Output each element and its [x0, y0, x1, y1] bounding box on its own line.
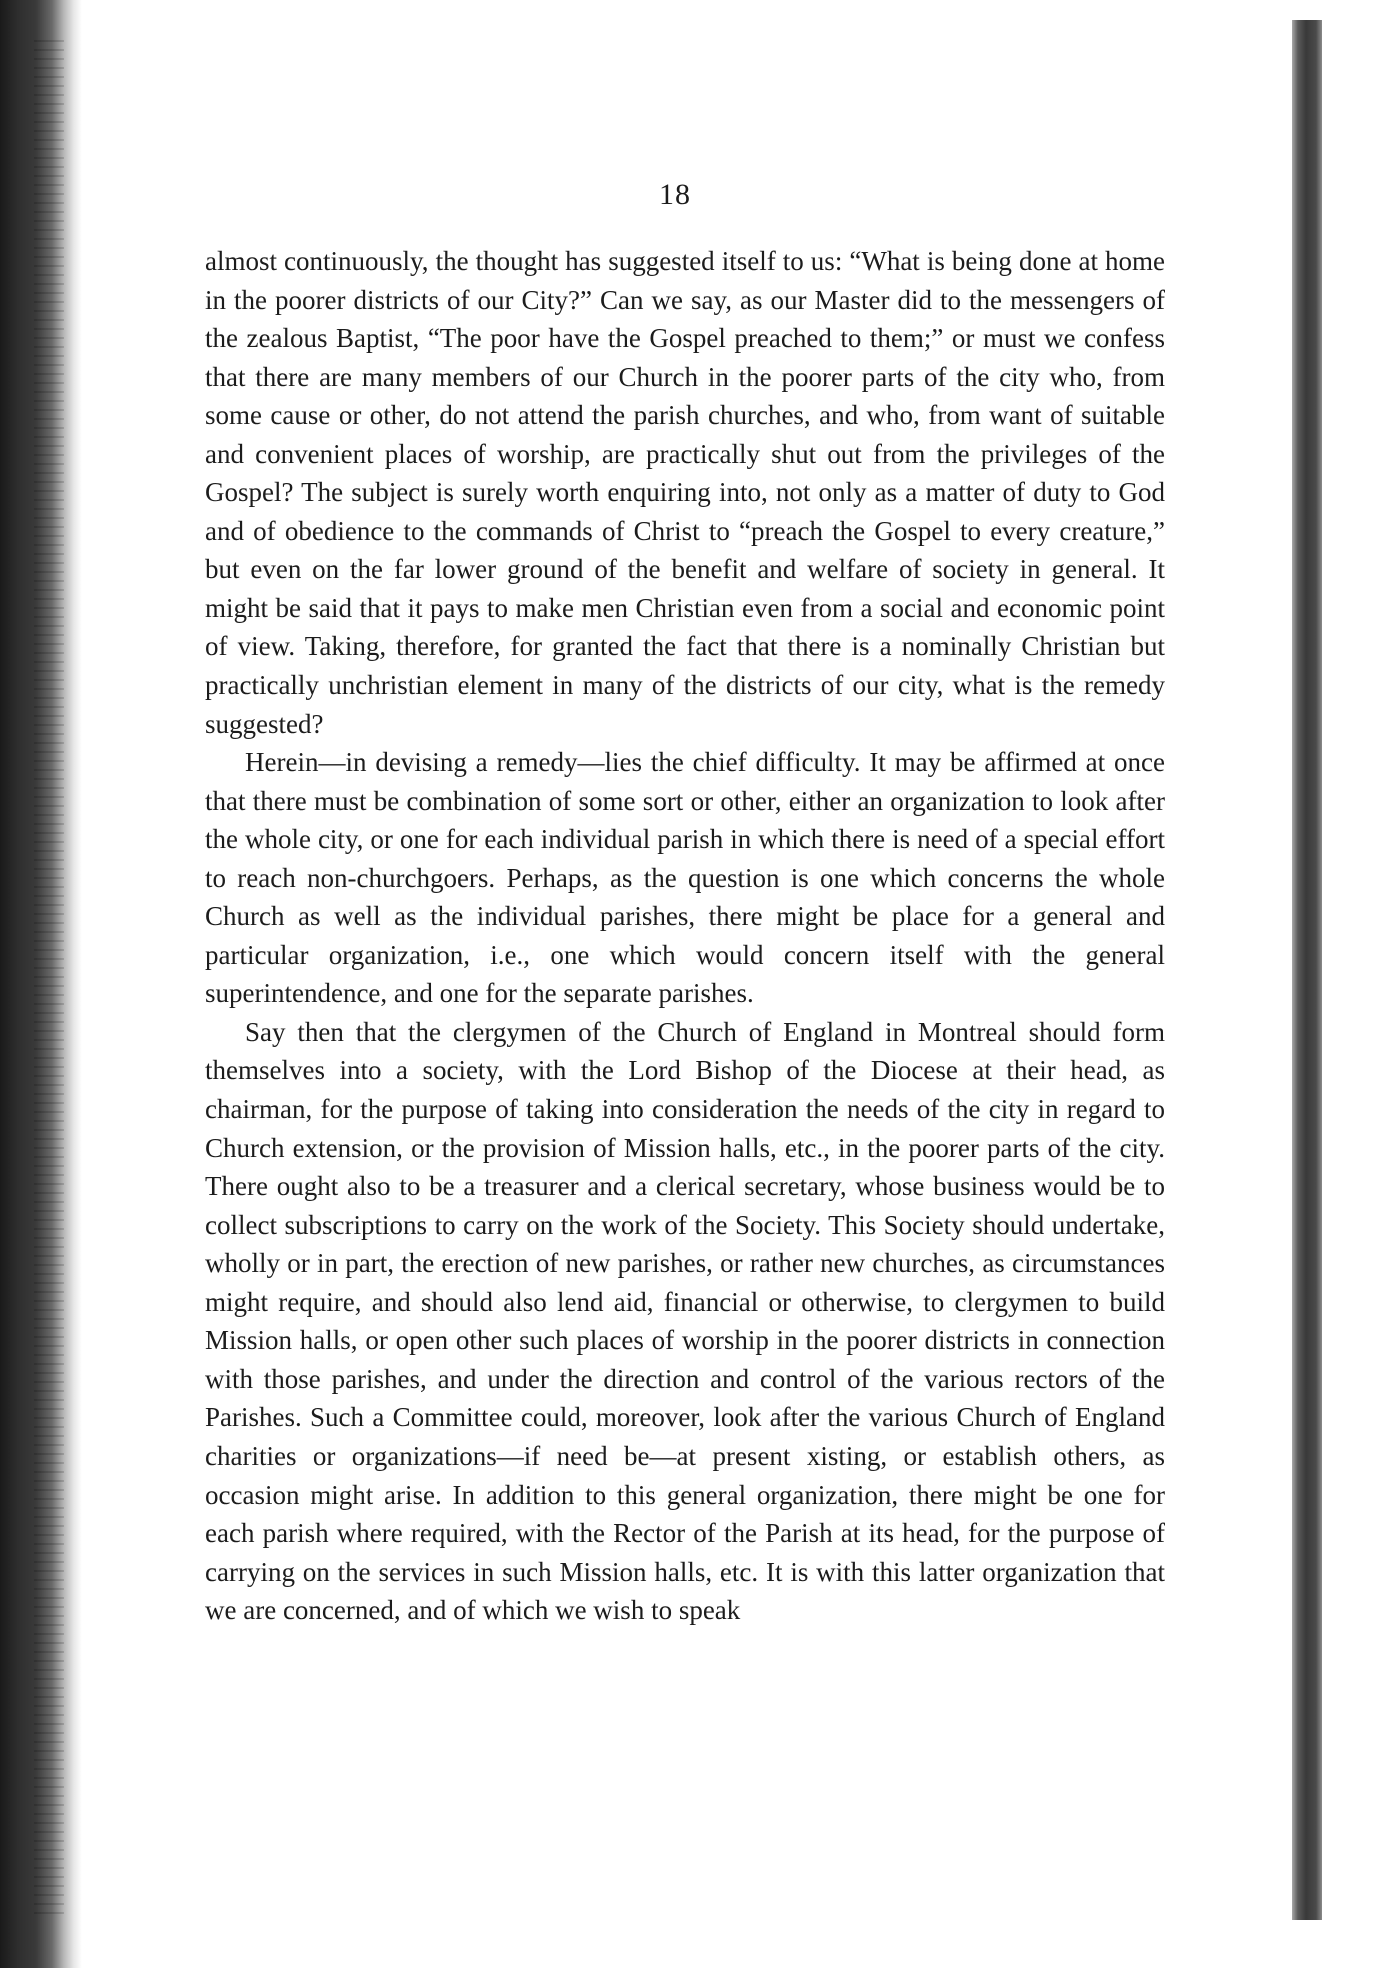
cover-board [1292, 20, 1322, 1920]
body-text [205, 242, 1165, 1630]
page-edges [34, 40, 64, 1920]
book-cover-edge [1292, 0, 1384, 1968]
book-binding-gutter [0, 0, 82, 1968]
paragraph: Say then that the clergymen of the Church of England in Montreal should form themselves into a society, with the Lord Bishop of the Diocese at their head, as chairman, for the purpose of taking into consideration the needs of the city in regard to Church extension, or the provision of Mission halls, etc., in the poorer parts of the city. There ought also to be a treasurer and a clerical secretary, whose business would be to collect subscriptions to carry on the work of the Society. This Society should undertake, wholly or in part, the erection of new parishes, or rather new churches, as circumstances might require, and should also lend aid, financial or otherwise, to clergymen to build Mission halls, or open other such places of worship in the poorer districts in connection with those parishes, and under the direction and control of the various rectors of the Parishes. Such a Committee could, moreover, look after the various Church of England charities or organizations—if need be—at present xisting, or establish others, as occasion might arise. In addition to this general organization, there might be one for each parish where required, with the Rector of the Parish at its head, for the purpose of carrying on the services in such Mission halls, etc. It is with this latter organization that we are concerned, and of which we wish to speak [205, 1016, 1165, 1626]
paragraph: Herein—in devising a remedy—lies the chief difficulty. It may be affirmed at once that there must be combination of some sort or other, either an organization to look after the whole city, or one for each individual parish in which there is need of a special effort to reach non-churchgoers. Perhaps, as the question is one which concerns the whole Church as well as the individual parishes, there might be place for a general and particular organization, i.e., one which would concern itself with the general superintendence, and one for the separate parishes. [205, 747, 1165, 1009]
paragraph: almost continuously, the thought has suggested itself to us: “What is being done at home in the poorer districts of our City?” Can we say, as our Master did to the messengers of the zealous Baptist, “The poor have the Gospel preached to them;” or must we confess that there are many members of our Church in the poorer parts of the city who, from some cause or other, do not attend the parish churches, and who, from want of suitable and convenient places of worship, are practically shut out from the privileges of the Gospel? The subject is surely worth enquiring into, not only as a matter of duty to God and of obedience to the commands of Christ to “preach the Gospel to every creature,” but even on the far lower ground of the benefit and welfare of society in general. It might be said that it pays to make men Christian even from a social and economic point of view. Taking, therefore, for granted the fact that there is a nominally Christian but practically unchristian element in many of the districts of our city, what is the remedy suggested? [205, 246, 1165, 739]
page-number: 18 [659, 178, 691, 211]
scanned-page [205, 178, 1165, 1630]
